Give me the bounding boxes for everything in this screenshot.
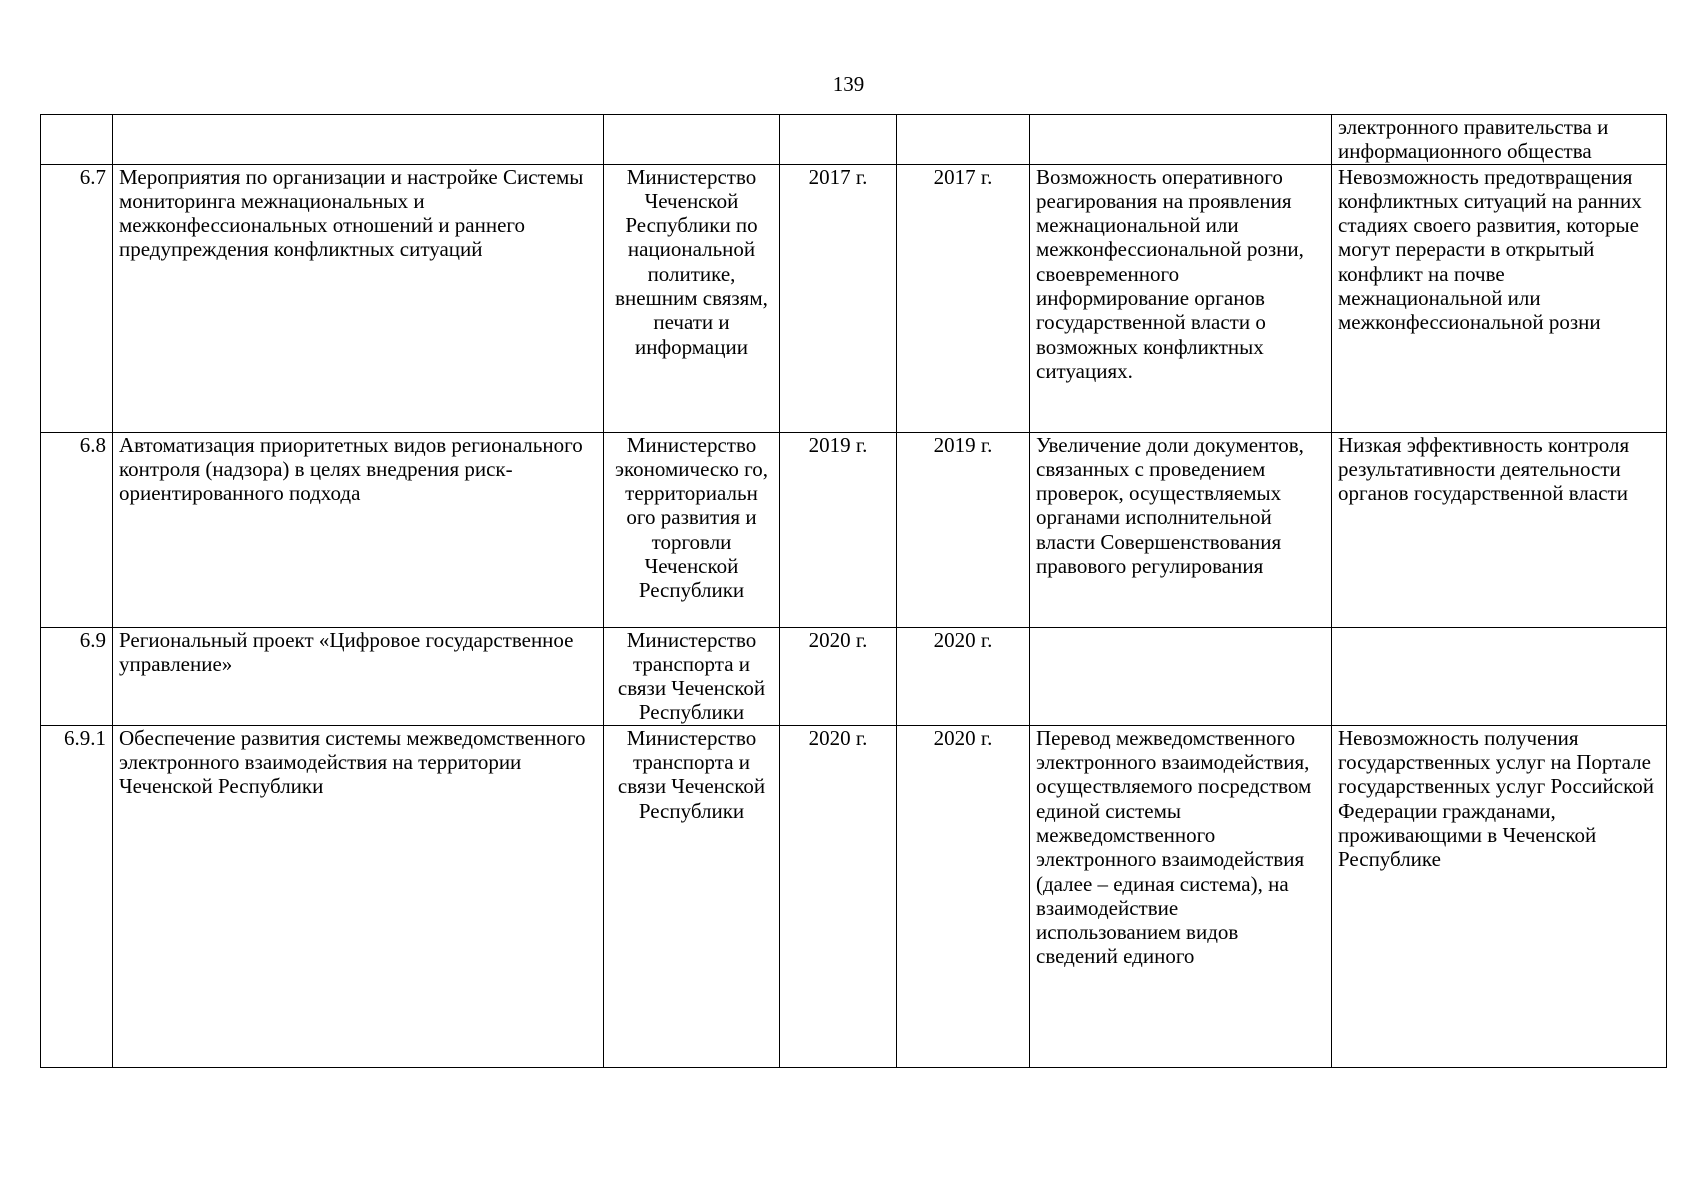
end-year: 2020 г. <box>897 725 1030 1067</box>
expected-result: Перевод межведомственного электронного взаимодействия, осуществляемого посредством единой системы межведомственного электронного взаимодействия (далее – единая система), на взаимодействие использованием видов сведений единого <box>1030 725 1332 1067</box>
item-number: 6.9 <box>41 627 113 725</box>
start-year <box>780 115 897 165</box>
non-implementation-consequence <box>1332 627 1667 725</box>
event-name: Обеспечение развития системы межведомственного электронного взаимодействия на территории Чеченской Республики <box>113 725 604 1067</box>
executor: Министерство транспорта и связи Чеченской Республики <box>604 725 780 1067</box>
table-row <box>41 725 1667 1067</box>
table-row <box>41 115 1667 165</box>
event-name: Автоматизация приоритетных видов регионального контроля (надзора) в целях внедрения риск-ориентированного подхода <box>113 432 604 627</box>
expected-result: Увеличение доли документов, связанных с проведением проверок, осуществляемых органами исполнительной власти Совершенствования правового регулирования <box>1030 432 1332 627</box>
table-row <box>41 432 1667 627</box>
non-implementation-consequence: Невозможность предотвращения конфликтных ситуаций на ранних стадиях своего развития, которые могут перерасти в открытый конфликт на почве межнациональной или межконфессиональной розни <box>1332 164 1667 432</box>
measures-table <box>40 114 1667 1068</box>
event-name <box>113 115 604 165</box>
expected-result <box>1030 115 1332 165</box>
start-year: 2019 г. <box>780 432 897 627</box>
item-number <box>41 115 113 165</box>
page-number: 139 <box>832 72 865 96</box>
item-number: 6.9.1 <box>41 725 113 1067</box>
non-implementation-consequence: Невозможность получения государственных услуг на Портале государственных услуг Российской Федерации гражданами, проживающими в Чеченской Республике <box>1332 725 1667 1067</box>
executor: Министерство экономическо го, территориальн ого развития и торговли Чеченской Республики <box>604 432 780 627</box>
end-year: 2020 г. <box>897 627 1030 725</box>
expected-result <box>1030 627 1332 725</box>
non-implementation-consequence: Низкая эффективность контроля результативности деятельности органов государственной власти <box>1332 432 1667 627</box>
table-row <box>41 627 1667 725</box>
item-number: 6.8 <box>41 432 113 627</box>
executor <box>604 115 780 165</box>
end-year: 2019 г. <box>897 432 1030 627</box>
start-year: 2017 г. <box>780 164 897 432</box>
expected-result: Возможность оперативного реагирования на проявления межнациональной или межконфессиональной розни, своевременного информирование органов государственной власти о возможных конфликтных ситуациях. <box>1030 164 1332 432</box>
executor: Министерство Чеченской Республики по национальной политике, внешним связям, печати и информации <box>604 164 780 432</box>
end-year: 2017 г. <box>897 164 1030 432</box>
executor: Министерство транспорта и связи Чеченской Республики <box>604 627 780 725</box>
end-year <box>897 115 1030 165</box>
event-name: Мероприятия по организации и настройке Системы мониторинга межнациональных и межконфессиональных отношений и раннего предупреждения конфликтных ситуаций <box>113 164 604 432</box>
start-year: 2020 г. <box>780 627 897 725</box>
start-year: 2020 г. <box>780 725 897 1067</box>
item-number: 6.7 <box>41 164 113 432</box>
non-implementation-consequence: электронного правительства и информационного общества <box>1332 115 1667 165</box>
event-name: Региональный проект «Цифровое государственное управление» <box>113 627 604 725</box>
table-row <box>41 164 1667 432</box>
